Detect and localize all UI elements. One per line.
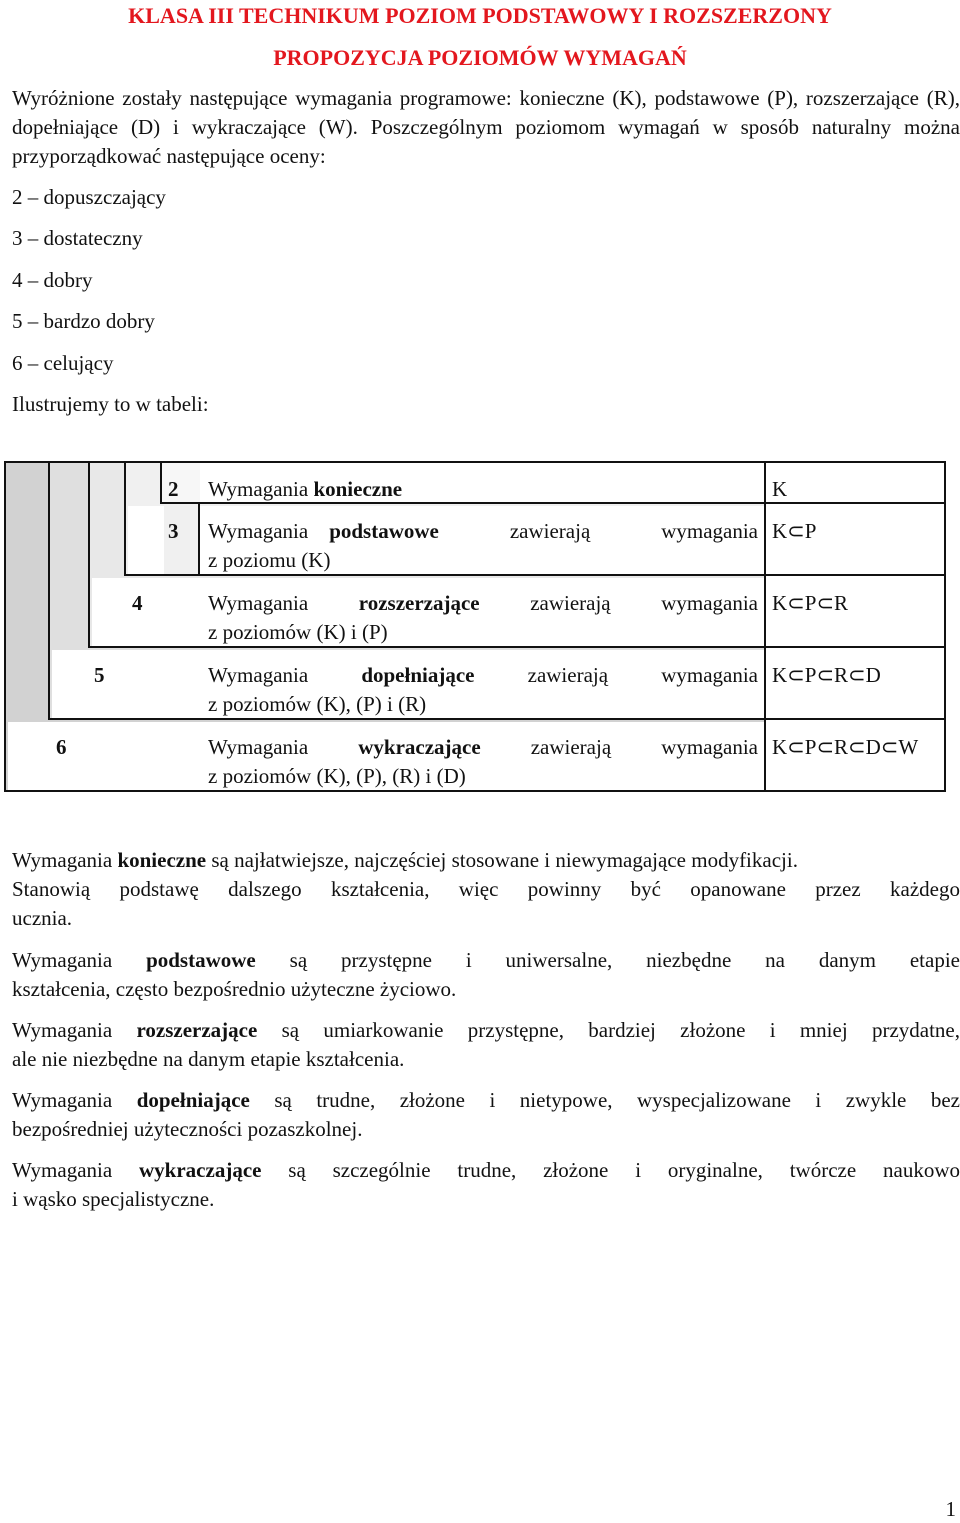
level-description: Wymagania rozszerzające zawierają wymagania z poziomów (K) i (P) [208, 591, 758, 644]
level-description: Wymagania podstawowe zawierają wymagania z poziomu (K) [208, 519, 758, 572]
note-dopelniajace: Wymagania dopełniające są trudne, złożone i nietypowe, wyspecjalizowane i zwykle bez bezpośredniej użyteczności pozaszkolnej. [12, 1088, 960, 1141]
level-number: 3 [168, 519, 179, 543]
level-relation: K⊂P⊂R [772, 591, 849, 615]
grade-item: 6 – celujący [12, 351, 114, 375]
page-number: 1 [945, 1497, 956, 1521]
illustrate-caption: Ilustrujemy to w tabeli: [12, 392, 209, 416]
level-description: Wymagania wykraczające zawierają wymagania z poziomów (K), (P), (R) i (D) [208, 735, 758, 788]
level-number: 6 [56, 735, 67, 759]
grade-item: 3 – dostateczny [12, 226, 143, 250]
level-number: 2 [168, 477, 179, 501]
note-podstawowe: Wymagania podstawowe są przystępne i uniwersalne, niezbędne na danym etapie kształcenia, często bezpośrednio użyteczne życiowo. [12, 948, 960, 1001]
level-relation: K⊂P [772, 519, 817, 543]
level-relation: K [772, 477, 788, 501]
note-rozszerzajace: Wymagania rozszerzające są umiarkowanie przystępne, bardziej złożone i mniej przydatne, ale nie niezbędne na danym etapie kształcenia. [12, 1018, 960, 1071]
note-konieczne: Wymagania konieczne są najłatwiejsze, najczęściej stosowane i niewymagające modyfikacji. Stanowią podstawę dalszego kształcenia, więc powinny być opanowane przez każdego ucznia. [12, 848, 960, 930]
level-relation: K⊂P⊂R⊂D [772, 663, 881, 687]
grade-item: 5 – bardzo dobry [12, 309, 155, 333]
level-description: Wymagania konieczne [208, 477, 403, 501]
level-number: 5 [94, 663, 105, 687]
note-wykraczajace: Wymagania wykraczające są szczególnie trudne, złożone i oryginalne, twórcze naukowo i wąsko specjalistyczne. [12, 1158, 960, 1211]
level-description: Wymagania dopełniające zawierają wymagania z poziomów (K), (P) i (R) [208, 663, 758, 716]
grade-item: 4 – dobry [12, 268, 93, 292]
document-title: KLASA III TECHNIKUM POZIOM PODSTAWOWY I ROZSZERZONY [128, 3, 832, 28]
intro-paragraph: Wyróżnione zostały następujące wymagania programowe: konieczne (K), podstawowe (P), rozszerzające (R), dopełniające (D) i wykraczające (W). Poszczególnym poziomom wymagań w sposób naturalny można przyporządkować następujące oceny: [12, 86, 960, 168]
level-relation: K⊂P⊂R⊂D⊂W [772, 735, 919, 759]
level-number: 4 [132, 591, 143, 615]
document-subtitle: PROPOZYCJA POZIOMÓW WYMAGAŃ [273, 45, 687, 70]
grade-item: 2 – dopuszczający [12, 185, 166, 209]
